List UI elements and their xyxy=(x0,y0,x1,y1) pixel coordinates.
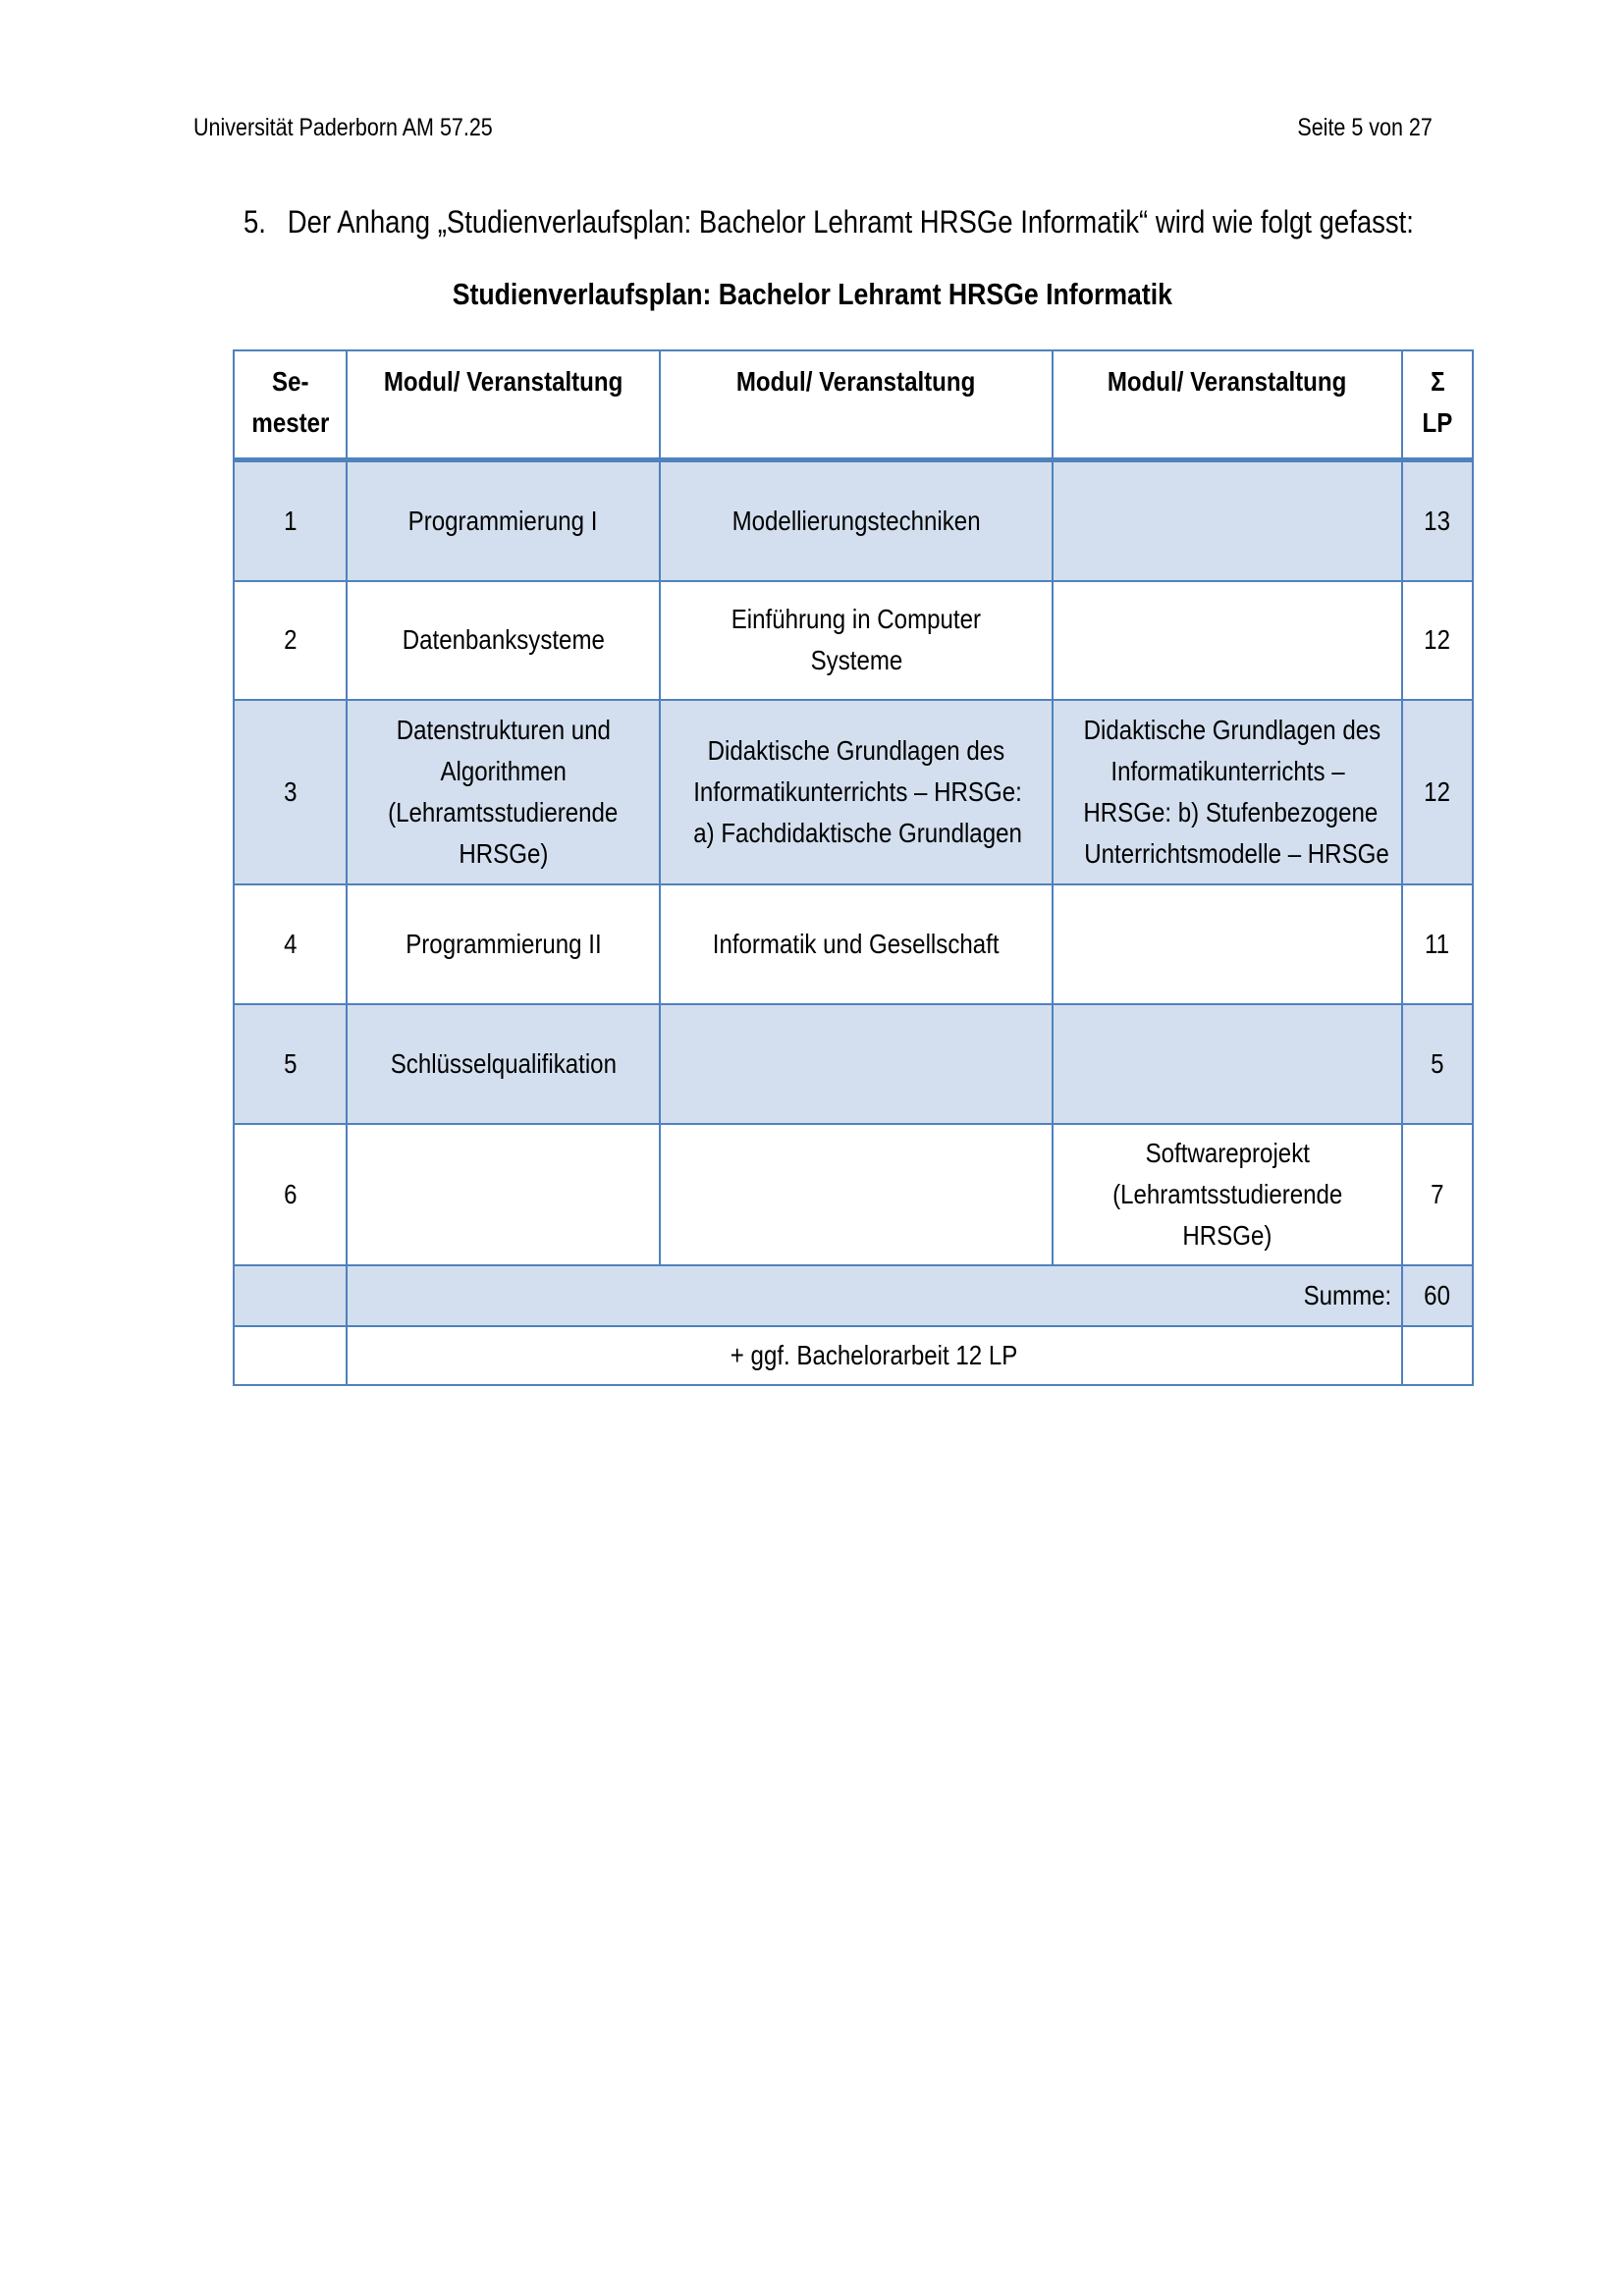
module-text-line: Informatikunterrichts – xyxy=(1110,755,1345,786)
module-text-line: Einführung in Computer xyxy=(731,604,982,634)
page-header-right: Seite 5 von 27 xyxy=(1297,114,1433,141)
module-text-line: (Lehramtsstudierende xyxy=(388,796,619,828)
sum-value-cell xyxy=(1402,1265,1473,1326)
module-text-line: Unterrichtsmodelle – HRSGe xyxy=(1084,837,1389,869)
semester-number: 5 xyxy=(283,1047,298,1079)
module-text-line: HRSGe) xyxy=(1182,1219,1272,1251)
sum-value: 60 xyxy=(1424,1279,1451,1310)
lp-cell xyxy=(1402,581,1473,700)
module-cell-1 xyxy=(347,581,660,700)
lp-value: 13 xyxy=(1424,505,1451,536)
table-row xyxy=(234,1004,1473,1124)
header-lp xyxy=(1402,350,1473,460)
sum-label-cell xyxy=(347,1265,1402,1326)
header-semester-line-1: Se- xyxy=(271,366,309,397)
module-text-line: Didaktische Grundlagen des xyxy=(707,734,1005,766)
module-text-line: a) Fachdidaktische Grundlagen xyxy=(693,817,1022,848)
module-cell-2 xyxy=(660,1124,1053,1265)
header-modul-2 xyxy=(660,350,1053,460)
table-footer xyxy=(234,1265,1473,1385)
sum-row-empty xyxy=(234,1265,347,1326)
module-cell-1 xyxy=(347,1004,660,1124)
footnote-row-empty-lp xyxy=(1402,1326,1473,1385)
page-header-left: Universität Paderborn AM 57.25 xyxy=(193,114,493,141)
table-row xyxy=(234,460,1473,581)
module-cell-1 xyxy=(347,460,660,581)
module-cell-3 xyxy=(1053,1124,1402,1265)
module-text-line: Algorithmen xyxy=(440,755,567,786)
header-modul-3-text: Modul/ Veranstaltung xyxy=(1108,366,1347,397)
module-text-line: HRSGe) xyxy=(458,837,548,869)
sum-label: Summe: xyxy=(1303,1279,1391,1310)
module-text-line: Datenbanksysteme xyxy=(402,624,605,655)
semester-cell xyxy=(234,1124,347,1265)
lp-cell xyxy=(1402,700,1473,884)
module-text-line: (Lehramtsstudierende xyxy=(1111,1178,1343,1209)
header-lp-line-1: Σ xyxy=(1430,366,1445,397)
module-cell-1 xyxy=(347,884,660,1004)
lp-value: 12 xyxy=(1424,775,1451,807)
module-cell-3 xyxy=(1053,460,1402,581)
lp-value: 11 xyxy=(1425,928,1450,959)
table-row xyxy=(234,1124,1473,1265)
footnote-cell xyxy=(347,1326,1402,1385)
module-text-line: Datenstrukturen und xyxy=(396,714,611,745)
list-item-text: Der Anhang „Studienverlaufsplan: Bachelor Lehramt HRSGe Informatik“ wird wie folgt gefasst: xyxy=(287,204,1414,240)
header-modul-3 xyxy=(1053,350,1402,460)
lp-value: 12 xyxy=(1424,624,1451,655)
semester-number: 1 xyxy=(283,505,298,536)
module-text-line: Systeme xyxy=(810,645,902,675)
module-cell-1 xyxy=(347,1124,660,1265)
module-cell-2 xyxy=(660,884,1053,1004)
semester-cell xyxy=(234,581,347,700)
list-item-number: 5. xyxy=(244,204,266,240)
semester-number: 4 xyxy=(283,928,298,959)
table-body xyxy=(234,460,1473,1265)
module-text-line: Programmierung II xyxy=(405,928,602,959)
table-row xyxy=(234,581,1473,700)
module-cell-3 xyxy=(1053,700,1402,884)
document-title-text: Studienverlaufsplan: Bachelor Lehramt HRSGe Informatik xyxy=(452,277,1172,311)
footnote-row-empty xyxy=(234,1326,347,1385)
table-row xyxy=(234,884,1473,1004)
semester-number: 2 xyxy=(283,624,298,655)
list-item-5 xyxy=(244,204,1414,240)
module-cell-2 xyxy=(660,460,1053,581)
module-text-line: Schlüsselqualifikation xyxy=(390,1047,617,1079)
header-modul-1-text: Modul/ Veranstaltung xyxy=(383,366,623,397)
semester-cell xyxy=(234,884,347,1004)
table-header-row xyxy=(234,350,1473,460)
semester-cell xyxy=(234,460,347,581)
header-modul-2-text: Modul/ Veranstaltung xyxy=(736,366,976,397)
lp-value: 7 xyxy=(1431,1178,1444,1209)
header-lp-line-2: LP xyxy=(1422,407,1453,438)
module-text-line: Informatikunterrichts – HRSGe: xyxy=(693,775,1022,807)
module-cell-3 xyxy=(1053,884,1402,1004)
table-row xyxy=(234,700,1473,884)
module-cell-3 xyxy=(1053,1004,1402,1124)
module-text-line: HRSGe: b) Stufenbezogene xyxy=(1083,796,1379,828)
header-modul-1 xyxy=(347,350,660,460)
module-cell-2 xyxy=(660,581,1053,700)
study-plan-table xyxy=(233,349,1474,1386)
semester-number: 6 xyxy=(283,1178,298,1209)
lp-cell xyxy=(1402,884,1473,1004)
module-cell-2 xyxy=(660,700,1053,884)
semester-number: 3 xyxy=(283,775,298,807)
footnote-row xyxy=(234,1326,1473,1385)
footnote-text: + ggf. Bachelorarbeit 12 LP xyxy=(731,1339,1018,1370)
module-text-line: Didaktische Grundlagen des xyxy=(1083,714,1381,745)
semester-cell xyxy=(234,1004,347,1124)
semester-cell xyxy=(234,700,347,884)
module-cell-1 xyxy=(347,700,660,884)
module-text-line: Softwareprojekt xyxy=(1145,1137,1310,1168)
module-cell-3 xyxy=(1053,581,1402,700)
lp-cell xyxy=(1402,1004,1473,1124)
document-title xyxy=(0,277,1624,312)
sum-row xyxy=(234,1265,1473,1326)
header-semester-line-2: mester xyxy=(251,407,329,438)
header-semester xyxy=(234,350,347,460)
module-text-line: Modellierungstechniken xyxy=(731,505,981,536)
lp-value: 5 xyxy=(1431,1047,1444,1079)
lp-cell xyxy=(1402,460,1473,581)
module-text-line: Programmierung I xyxy=(408,505,598,536)
module-cell-2 xyxy=(660,1004,1053,1124)
lp-cell xyxy=(1402,1124,1473,1265)
module-text-line: Informatik und Gesellschaft xyxy=(713,928,1000,959)
